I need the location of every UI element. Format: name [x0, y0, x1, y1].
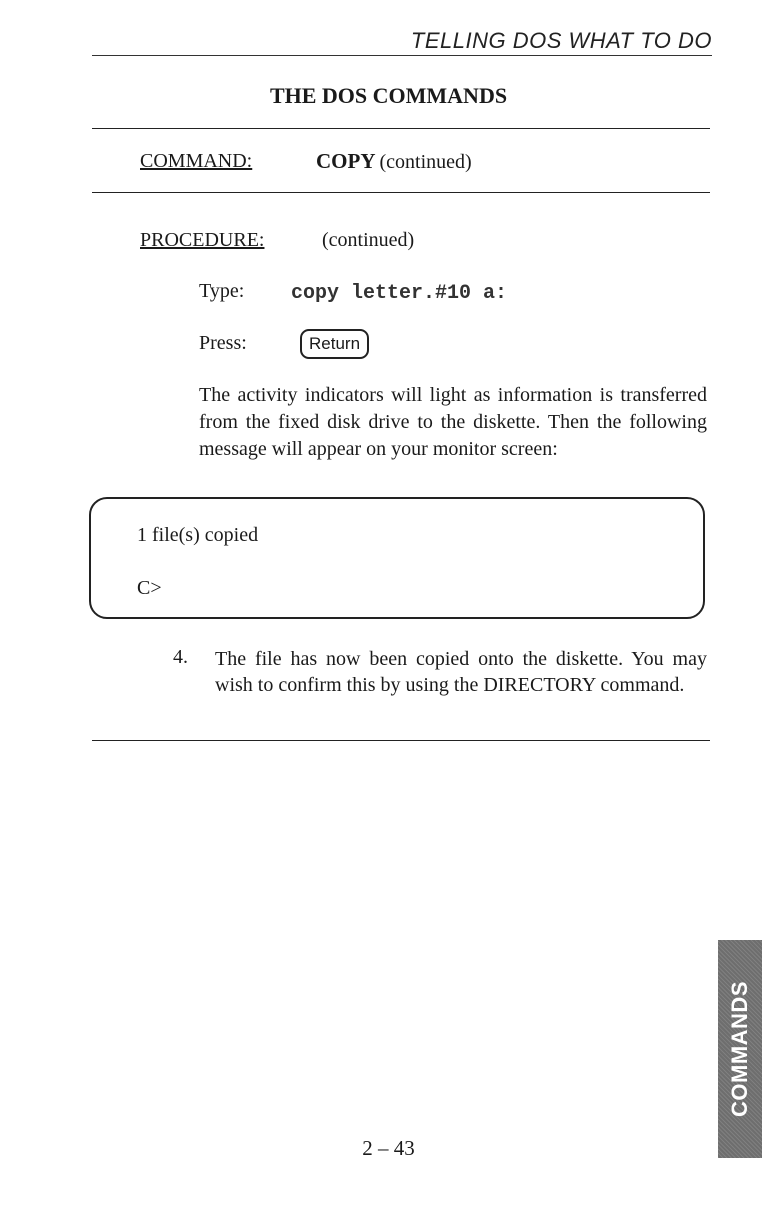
return-key-label: Return [300, 329, 369, 359]
divider-bottom [92, 740, 710, 741]
running-header: TELLING DOS WHAT TO DO [410, 28, 712, 53]
type-command: copy letter.#10 a: [291, 282, 508, 305]
divider-top [92, 128, 710, 129]
step-text: The file has now been copied onto the diskette. You may wish to confirm this by using the DIRECTORY command. [215, 648, 707, 696]
return-key [300, 329, 369, 359]
screen-output-prompt: C> [137, 577, 162, 599]
page-number: 2 – 43 [362, 1136, 415, 1160]
section-title: THE DOS COMMANDS [269, 83, 508, 108]
section-tab-label: COMMANDS [727, 981, 752, 1117]
header-rule [92, 55, 712, 56]
step-number: 4. [173, 646, 188, 668]
screen-output-line-1: 1 file(s) copied [137, 524, 259, 546]
type-label: Type: [199, 280, 245, 302]
section-tab [718, 940, 762, 1158]
divider-command [92, 192, 710, 193]
command-heading [316, 149, 472, 174]
procedure-label: PROCEDURE: [140, 229, 265, 251]
procedure-paragraph: The activity indicators will light as information is transferred from the fixed disk drive to the diskette. Then the following message will appear on your monitor screen: [199, 384, 707, 460]
screen-output-box [89, 497, 705, 619]
command-name: COPY [316, 149, 376, 173]
command-suffix: (continued) [379, 151, 472, 173]
command-label: COMMAND: [140, 150, 253, 172]
procedure-suffix: (continued) [322, 229, 415, 251]
press-label: Press: [199, 332, 247, 354]
